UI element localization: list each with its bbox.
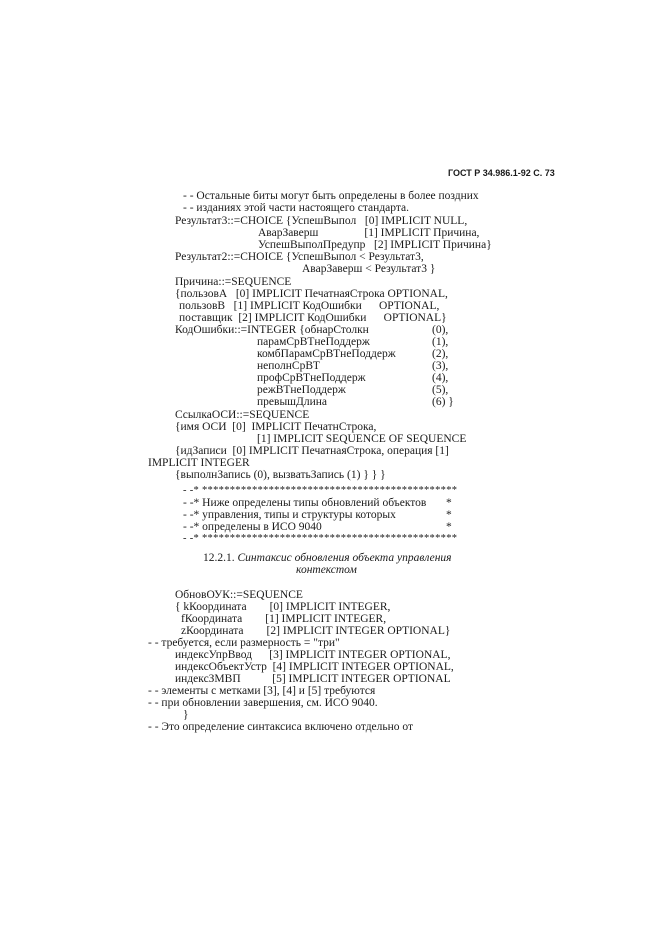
comment-line: - -* определены в ИСО 9040	[183, 521, 322, 533]
comment-line: - - Это определение синтаксиса включено отдельно от	[148, 721, 414, 733]
code-line: {выполнЗапись (0), вызватьЗапись (1) } } }	[175, 469, 386, 481]
code-line: [1] IMPLICIT SEQUENCE OF SEQUENCE	[257, 433, 467, 445]
comment-line: - - элементы с метками [3], [4] и [5] требуются	[148, 685, 376, 697]
comment-star: *	[446, 521, 452, 533]
code-line: профСрВТнеПоддерж	[257, 372, 366, 384]
comment-line: - - требуется, если размерность = "три"	[148, 637, 340, 649]
code-line: индексУпрВвод [3] IMPLICIT INTEGER OPTIONAL,	[175, 649, 451, 661]
text-line: - - Остальные биты могут быть определены в более поздних	[183, 190, 479, 202]
code-line: { kКоордината [0] IMPLICIT INTEGER,	[175, 601, 391, 613]
code-line: превышДлина	[257, 396, 328, 408]
code-line: (1),	[432, 336, 449, 348]
code-line: }	[183, 709, 189, 721]
code-line: индексОбъектУстр [4] IMPLICIT INTEGER OPTIONAL,	[175, 661, 454, 673]
comment-star: *	[446, 497, 452, 509]
code-line: УспешВыполПредупр [2] IMPLICIT Причина}	[258, 239, 492, 251]
code-line: Результат2::=CHOICE {УспешВыпол < Результат3,	[175, 251, 424, 263]
code-line: {пользовА [0] IMPLICIT ПечатнаяСтрока OPTIONAL,	[175, 288, 448, 300]
code-line: индексЗМВП [5] IMPLICIT INTEGER OPTIONAL	[175, 673, 451, 685]
code-line: (0),	[432, 324, 449, 336]
code-line: АварЗаверш < Результат3 }	[302, 263, 436, 275]
comment-line: - -* Ниже определены типы обновлений объектов	[183, 497, 427, 509]
code-line: {идЗаписи [0] IMPLICIT ПечатнаяСтрока, операция [1]	[175, 445, 449, 457]
code-line: поставщик [2] IMPLICIT КодОшибки OPTIONAL}	[179, 312, 447, 324]
code-line: СсылкаОСИ::=SEQUENCE	[175, 409, 310, 421]
code-line: (6) }	[432, 396, 454, 408]
code-line: Результат3::=CHOICE {УспешВыпол [0] IMPLICIT NULL,	[175, 215, 468, 227]
code-line: неполнСрВТ	[257, 360, 320, 372]
section-title	[203, 552, 452, 564]
running-header: ГОСТ Р 34.986.1-92 С. 73	[448, 168, 555, 178]
code-line: (4),	[432, 372, 449, 384]
comment-line: - - при обновлении завершения, см. ИСО 9040.	[148, 697, 378, 709]
code-line: АварЗаверш [1] IMPLICIT Причина,	[258, 227, 480, 239]
code-line: режВТнеПоддерж	[257, 384, 346, 396]
comment-stars: - -* **********************************************	[183, 533, 458, 544]
code-line: zКоордината [2] IMPLICIT INTEGER OPTIONAL}	[181, 625, 451, 637]
comment-stars: - -* **********************************************	[183, 485, 458, 496]
code-line: (3),	[432, 360, 449, 372]
text-line: - - изданиях этой части настоящего стандарта.	[183, 202, 410, 214]
comment-star: *	[446, 509, 452, 521]
code-line: (5),	[432, 384, 449, 396]
code-line: комбПарамСрВТнеПоддерж	[257, 348, 396, 360]
code-line: ОбновОУК::=SEQUENCE	[175, 589, 303, 601]
code-line: Причина::=SEQUENCE	[175, 276, 292, 288]
code-line: IMPLICIT INTEGER	[148, 457, 250, 469]
section-number: 12.2.1.	[203, 552, 235, 564]
code-line: {имя ОСИ [0] IMPLICIT ПечатнСтрока,	[175, 421, 377, 433]
section-title-text: Синтаксис обновления объекта управления	[237, 552, 452, 564]
comment-line: - -* управления, типы и структуры которых	[183, 509, 396, 521]
code-line: fКоордината [1] IMPLICIT INTEGER,	[181, 613, 387, 625]
code-line: КодОшибки::=INTEGER {обнарСтолкн	[175, 324, 369, 336]
code-line: парамСрВТнеПоддерж	[257, 336, 370, 348]
code-line: (2),	[432, 348, 449, 360]
section-title-cont: контекстом	[296, 564, 357, 576]
code-line: пользовВ [1] IMPLICIT КодОшибки OPTIONAL,	[179, 300, 440, 312]
